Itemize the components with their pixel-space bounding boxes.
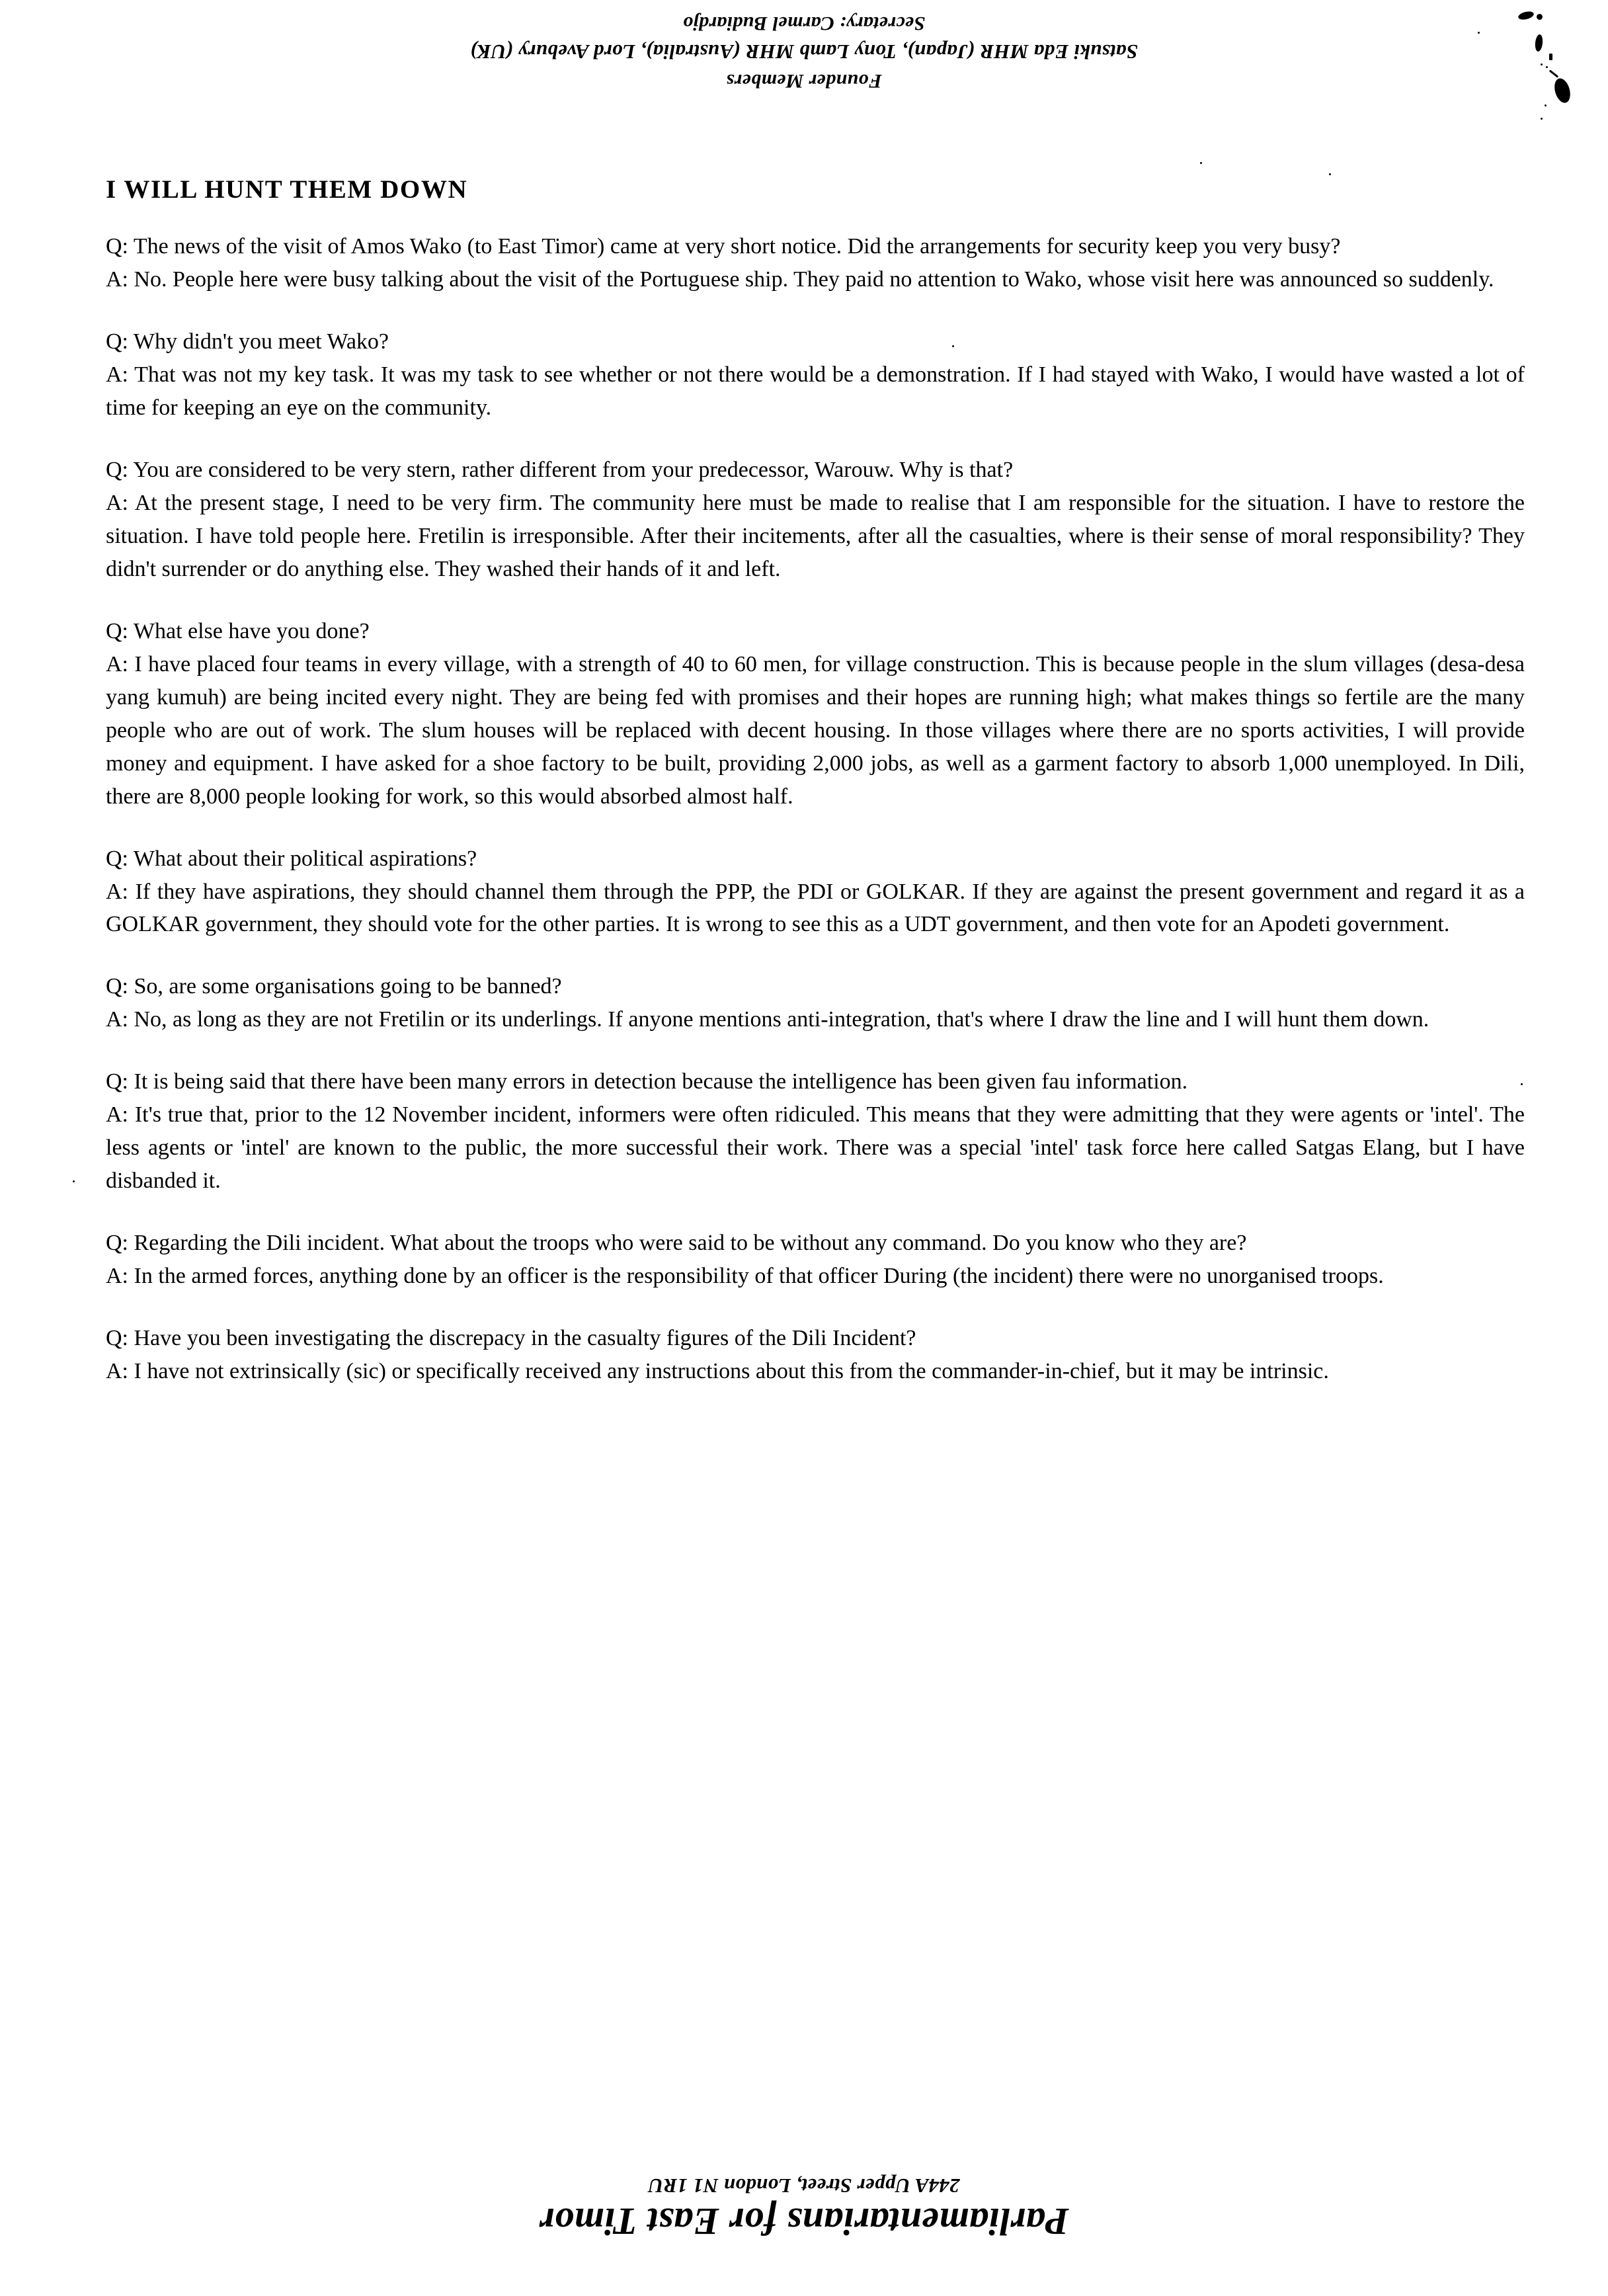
letterhead-secretary: Secretary: Carmel Budiardjo	[682, 13, 926, 35]
answer-text: A: No. People here were busy talking about the visit of the Portuguese ship. They paid no attention to Wako, whose visit here was announced so suddenly.	[106, 266, 1494, 292]
qa-block	[106, 1065, 1525, 1198]
answer-text: A: That was not my key task. It was my task to see whether or not there would be a demonstration. If I had stayed with Wako, I would have wasted a lot of time for keeping an eye on the community.	[106, 362, 1525, 420]
qa-block	[106, 325, 1525, 425]
letterhead-founder-members-label: Founder Members	[726, 70, 882, 93]
answer-text: A: If they have aspirations, they should channel them through the PPP, the PDI or GOLKAR. If they are against the present government and regard it as a GOLKAR government, they should vote for the other parties. It is wrong to see this as a UDT government, and then vote for an Apodeti government.	[106, 879, 1525, 937]
letterhead-inverted	[0, 9, 1608, 95]
scan-speck	[1329, 173, 1331, 175]
question-text: Q: So, are some organisations going to be banned?	[106, 974, 562, 999]
question-text: Q: The news of the visit of Amos Wako (to East Timor) came at very short notice. Did the arrangements for security keep you very busy?	[106, 234, 1341, 259]
letterhead-founder-members-names: Satsuki Eda MHR (Japan), Tony Lamb MHR (Australia), Lord Avebury (UK)	[470, 40, 1138, 64]
organisation-name: Parliamentarians for East Timor	[539, 2200, 1069, 2243]
answer-text: A: I have not extrinsically (sic) or specifically received any instructions about this from the commander-in-chief, but it may be intrinsic.	[106, 1359, 1329, 1384]
question-text: Q: Regarding the Dili incident. What about the troops who were said to be without any command. Do you know who they are?	[106, 1231, 1247, 1256]
answer-text: A: In the armed forces, anything done by an officer is the responsibility of that officer During (the incident) there were no unorganised troops.	[106, 1264, 1384, 1289]
footer-inverted	[0, 2168, 1608, 2244]
ink-blob-artifact	[1537, 14, 1543, 20]
qa-block	[106, 230, 1525, 296]
scan-speck	[1546, 66, 1548, 68]
qa-block	[106, 970, 1525, 1036]
answer-text: A: At the present stage, I need to be very firm. The community here must be made to realise that I am responsible for the situation. I have to restore the situation. I have told people here. Fretilin is irresponsible. After their incitements, after all the casualties, where is their sense of moral responsibility? They didn't surrender or do anything else. They washed their hands of it and left.	[106, 490, 1525, 581]
scan-speck	[73, 1180, 75, 1182]
question-text: Q: Why didn't you meet Wako?	[106, 329, 389, 354]
scan-speck	[1200, 162, 1202, 164]
qa-block	[106, 454, 1525, 586]
question-text: Q: It is being said that there have been many errors in detection because the intelligence has been given fau information.	[106, 1069, 1188, 1094]
answer-text: A: I have placed four teams in every village, with a strength of 40 to 60 men, for village construction. This is because people in the slum villages (desa-desa yang kumuh) are being incited every night. They are being fed with promises and their hopes are running high; what makes things so fertile are the many people who are out of work. The slum houses will be replaced with decent housing. In those villages where there are no sports activities, I will provide money and equipment. I have asked for a shoe factory to be built, providing 2,000 jobs, as well as a garment factory to absorb 1,000 unemployed. In Dili, there are 8,000 people looking for work, so this would absorbed almost half.	[106, 651, 1525, 809]
scan-speck	[1541, 63, 1543, 65]
interview-body	[106, 230, 1525, 1417]
qa-block	[106, 1322, 1525, 1388]
qa-block	[106, 1227, 1525, 1293]
question-text: Q: You are considered to be very stern, rather different from your predecessor, Warouw. Why is that?	[106, 457, 1014, 482]
qa-block	[106, 842, 1525, 942]
question-text: Q: Have you been investigating the discrepacy in the casualty figures of the Dili Incident?	[106, 1326, 916, 1351]
qa-block	[106, 615, 1525, 813]
scan-speck	[1541, 118, 1543, 120]
answer-text: A: It's true that, prior to the 12 November incident, informers were often ridiculed. This means that they were admitting that they were agents or 'intel'. The less agents or 'intel' are known to the public, the more successful their work. There was a special 'intel' task force here called Satgas Elang, but I have disbanded it.	[106, 1102, 1525, 1194]
question-text: Q: What about their political aspirations?	[106, 846, 477, 871]
question-text: Q: What else have you done?	[106, 618, 370, 643]
ink-blob-artifact	[1549, 54, 1552, 60]
answer-text: A: No, as long as they are not Fretilin or its underlings. If anyone mentions anti-integration, that's where I draw the line and I will hunt them down.	[106, 1007, 1429, 1032]
scan-speck	[1545, 104, 1547, 106]
organisation-address: 244A Upper Street, London N1 1RU	[648, 2174, 960, 2198]
scan-speck	[1478, 32, 1480, 34]
page-title: I WILL HUNT THEM DOWN	[106, 175, 468, 204]
